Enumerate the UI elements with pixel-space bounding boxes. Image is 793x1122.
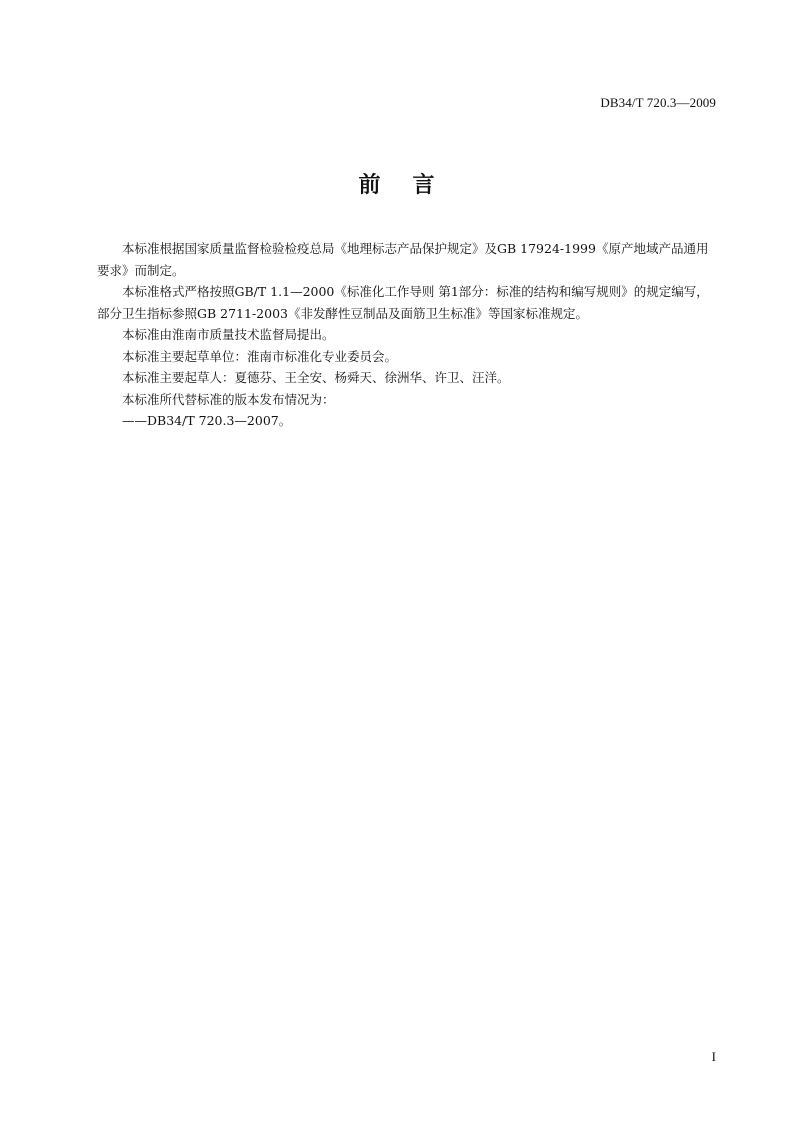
paragraph-drafters: 本标准主要起草人：夏德芬、王全安、杨舜天、徐洲华、许卫、汪洋。	[122, 370, 510, 385]
foreword-body	[97, 238, 717, 432]
page-number: I	[711, 1049, 716, 1064]
paragraph-previous-version: ——DB34/T 720.3—2007。	[122, 413, 292, 428]
document-code: DB34/T 720.3—2009	[600, 95, 716, 110]
paragraph-proposer: 本标准由淮南市质量技术监督局提出。	[122, 327, 335, 342]
paragraph-drafting-unit: 本标准主要起草单位：淮南市标准化专业委员会。	[122, 348, 398, 364]
title-char: 前	[358, 173, 381, 198]
paragraph-format: 本标准格式严格按照GB/T 1.1—2000《标准化工作导则 第1部分：标准的结构和编写规则》的规定编写，部分卫生指标参照GB 2711-2003《非发酵性豆制品及面筋卫生标准》等国家标准规定。	[97, 284, 709, 321]
page-title	[0, 168, 793, 199]
paragraph-basis: 本标准根据国家质量监督检验检疫总局《地理标志产品保护规定》及GB 17924-1999《原产地域产品通用要求》而制定。	[97, 241, 709, 278]
title-char: 言	[412, 173, 435, 198]
paragraph-replaced-versions: 本标准所代替标准的版本发布情况为：	[122, 391, 335, 407]
